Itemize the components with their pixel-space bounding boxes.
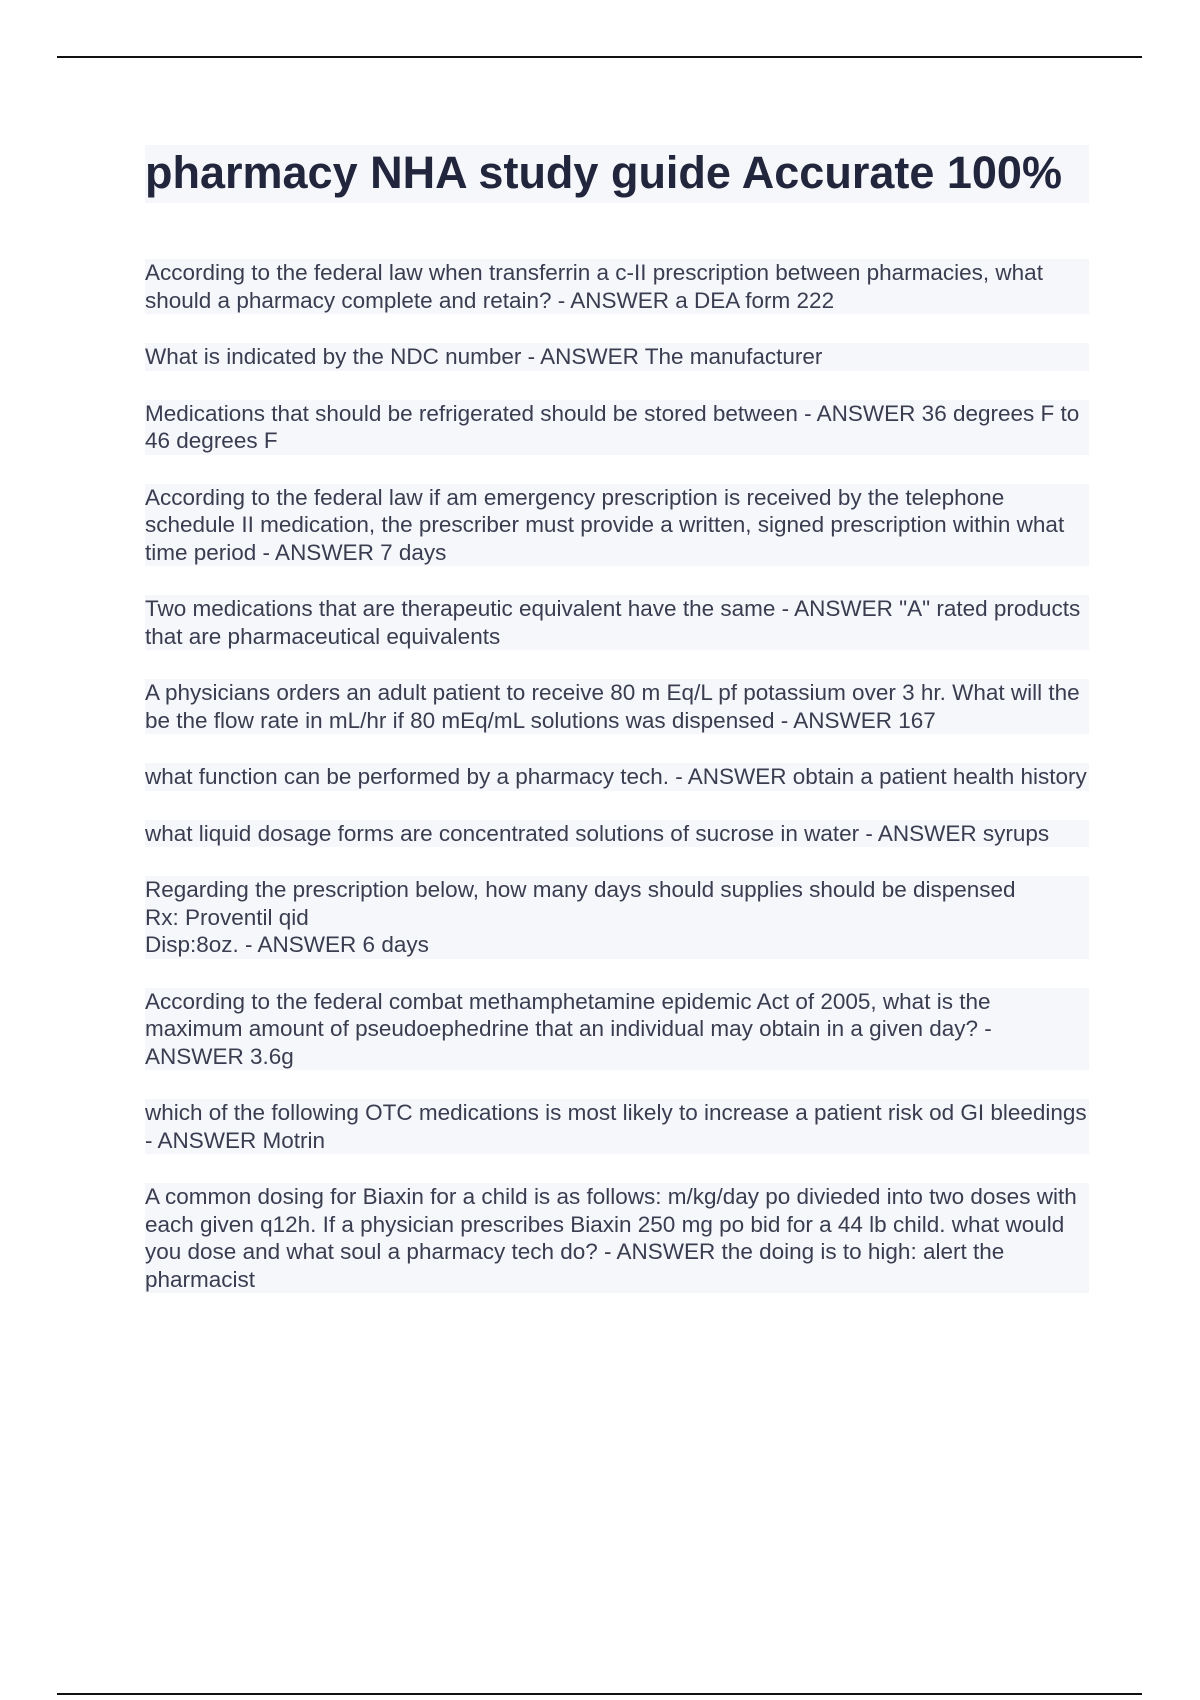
qa-list — [145, 259, 1089, 1293]
qa-item: which of the following OTC medications is most likely to increase a patient risk od GI bleedings - ANSWER Motrin — [145, 1099, 1089, 1154]
qa-item: what liquid dosage forms are concentrated solutions of sucrose in water - ANSWER syrups — [145, 820, 1089, 848]
qa-item: what function can be performed by a pharmacy tech. - ANSWER obtain a patient health history — [145, 763, 1089, 791]
qa-item: According to the federal combat methamphetamine epidemic Act of 2005, what is the maximum amount of pseudoephedrine that an individual may obtain in a given day? - ANSWER 3.6g — [145, 988, 1089, 1071]
qa-item: According to the federal law when transferrin a c-II prescription between pharmacies, what should a pharmacy complete and retain? - ANSWER a DEA form 222 — [145, 259, 1089, 314]
title-block — [145, 145, 1089, 203]
qa-item: Regarding the prescription below, how many days should supplies should be dispensed Rx: Proventil qid Disp:8oz. - ANSWER 6 days — [145, 876, 1089, 959]
qa-item: Medications that should be refrigerated should be stored between - ANSWER 36 degrees F to 46 degrees F — [145, 400, 1089, 455]
qa-item: According to the federal law if am emergency prescription is received by the telephone schedule II medication, the prescriber must provide a written, signed prescription within what time period - ANSWER 7 days — [145, 484, 1089, 567]
qa-item: What is indicated by the NDC number - ANSWER The manufacturer — [145, 343, 1089, 371]
bottom-divider — [57, 1693, 1142, 1695]
qa-item: Two medications that are therapeutic equivalent have the same - ANSWER "A" rated products that are pharmaceutical equivalents — [145, 595, 1089, 650]
qa-item: A physicians orders an adult patient to receive 80 m Eq/L pf potassium over 3 hr. What will the be the flow rate in mL/hr if 80 mEq/mL solutions was dispensed - ANSWER 167 — [145, 679, 1089, 734]
qa-item: A common dosing for Biaxin for a child is as follows: m/kg/day po divieded into two doses with each given q12h. If a physician prescribes Biaxin 250 mg po bid for a 44 lb child. what would you dose and what soul a pharmacy tech do? - ANSWER the doing is to high: alert the pharmacist — [145, 1183, 1089, 1293]
top-divider — [57, 56, 1142, 58]
document-title: pharmacy NHA study guide Accurate 100% — [145, 147, 1062, 198]
document-body — [145, 145, 1089, 1322]
